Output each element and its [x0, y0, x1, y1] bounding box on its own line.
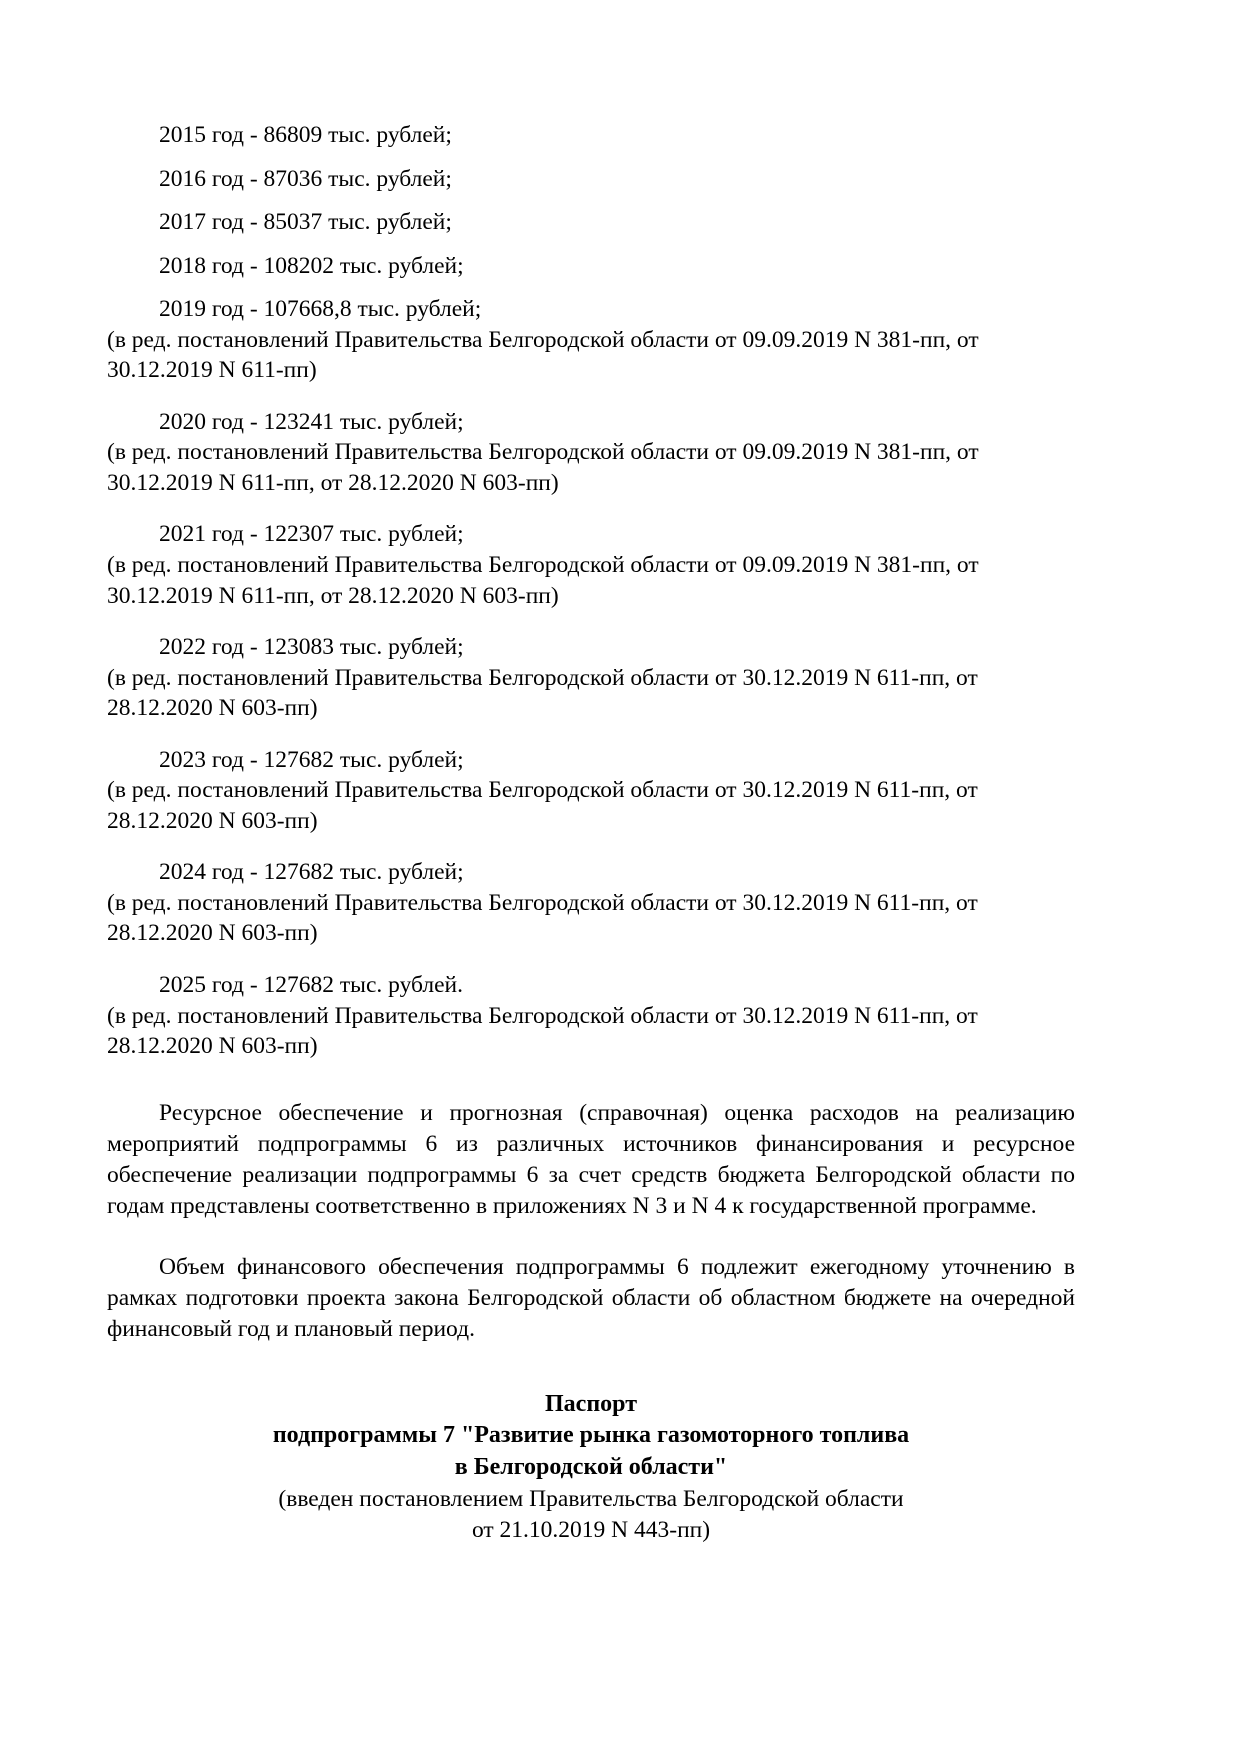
- heading-introduced-by-line-1: (введен постановлением Правительства Белгородской области: [278, 1485, 904, 1512]
- funding-entry-block: [107, 857, 1075, 949]
- funding-year-line: 2023 год - 127682 тыс. рублей;: [159, 746, 464, 773]
- heading-introduced-by-line-2: от 21.10.2019 N 443-пп): [471, 1516, 711, 1543]
- heading-subprogram-line-2: в Белгородской области": [454, 1454, 728, 1481]
- funding-entry-block: [107, 519, 1075, 611]
- section-spacer: [107, 1062, 1075, 1098]
- funding-entry-block: [107, 294, 1075, 386]
- body-paragraph-resources: Ресурсное обеспечение и прогнозная (справочная) оценка расходов на реализацию мероприятий подпрограммы 6 из различных источников финансирования и ресурсное обеспечение реализации подпрограммы 6 за счет средств бюджета Белгородской области по годам представлены соответственно в приложениях N 3 и N 4 к государственной программе.: [107, 1099, 1075, 1219]
- funding-entry-block: [107, 970, 1075, 1062]
- heading-passport-title: Паспорт: [545, 1390, 637, 1417]
- amendment-note: (в ред. постановлений Правительства Белгородской области от 09.09.2019 N 381-пп, от 30.12.2019 N 611-пп, от 28.12.2020 N 603-пп): [107, 439, 979, 496]
- funding-year-line: 2019 год - 107668,8 тыс. рублей;: [159, 296, 482, 323]
- funding-entries-list: [107, 120, 1075, 1062]
- funding-year-line: 2018 год - 108202 тыс. рублей;: [159, 252, 464, 279]
- amendment-note: (в ред. постановлений Правительства Белгородской области от 30.12.2019 N 611-пп, от 28.12.2020 N 603-пп): [107, 664, 978, 722]
- passport-heading-block: [107, 1389, 1075, 1546]
- funding-year-line: 2022 год - 123083 тыс. рублей;: [159, 634, 464, 661]
- amendment-note: (в ред. постановлений Правительства Белгородской области от 30.12.2019 N 611-пп, от 28.12.2020 N 603-пп): [107, 1002, 978, 1060]
- heading-subprogram-line-1: подпрограммы 7 "Развитие рынка газомоторного топлива: [272, 1422, 910, 1449]
- funding-year-line: 2016 год - 87036 тыс. рублей;: [159, 165, 452, 192]
- funding-entry-block: [107, 407, 1075, 499]
- funding-entry-block: [107, 745, 1075, 837]
- body-paragraph-funding-volume: Объем финансового обеспечения подпрограммы 6 подлежит ежегодному уточнению в рамках подготовки проекта закона Белгородской области об областном бюджете на очередной финансовый год и плановый период.: [107, 1253, 1075, 1342]
- funding-entry-block: [107, 632, 1075, 724]
- amendment-note: (в ред. постановлений Правительства Белгородской области от 09.09.2019 N 381-пп, от 30.12.2019 N 611-пп): [107, 326, 979, 384]
- funding-year-line: 2017 год - 85037 тыс. рублей;: [159, 209, 452, 236]
- document-body: [107, 120, 1075, 1546]
- funding-year-line: 2020 год - 123241 тыс. рублей;: [159, 408, 464, 435]
- funding-year-line: 2024 год - 127682 тыс. рублей;: [159, 859, 464, 886]
- funding-year-line: 2025 год - 127682 тыс. рублей.: [159, 972, 464, 999]
- amendment-note: (в ред. постановлений Правительства Белгородской области от 09.09.2019 N 381-пп, от 30.12.2019 N 611-пп, от 28.12.2020 N 603-пп): [107, 552, 979, 609]
- amendment-note: (в ред. постановлений Правительства Белгородской области от 30.12.2019 N 611-пп, от 28.12.2020 N 603-пп): [107, 777, 978, 834]
- funding-year-line: 2015 год - 86809 тыс. рублей;: [159, 122, 452, 148]
- funding-year-line: 2021 год - 122307 тыс. рублей;: [159, 521, 464, 548]
- paragraph-spacer: [107, 1222, 1075, 1252]
- amendment-note: (в ред. постановлений Правительства Белгородской области от 30.12.2019 N 611-пп, от 28.12.2020 N 603-пп): [107, 889, 978, 947]
